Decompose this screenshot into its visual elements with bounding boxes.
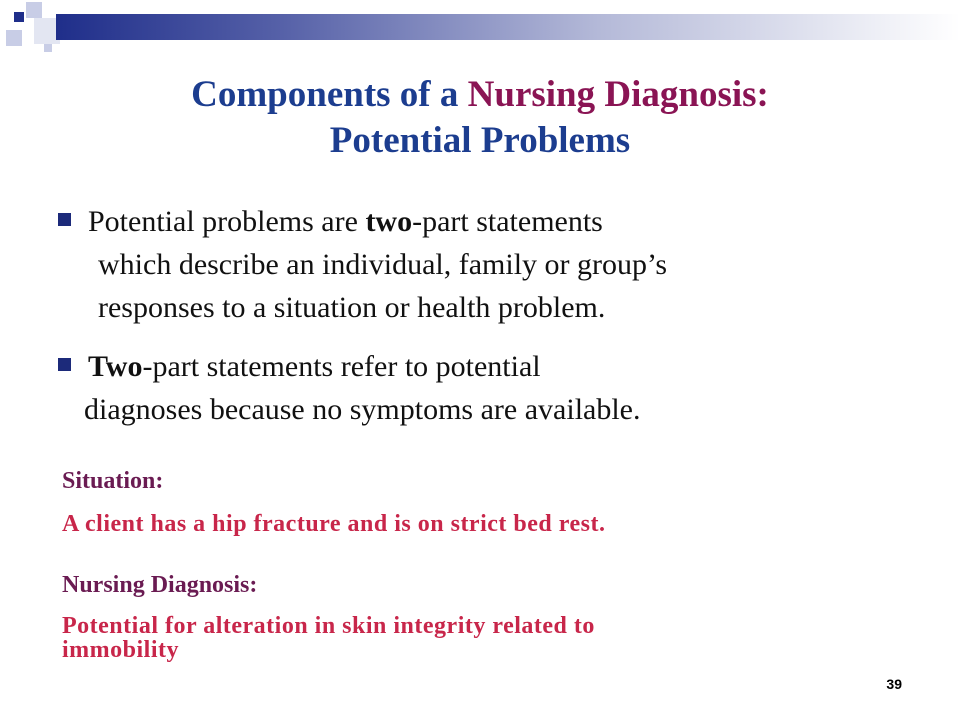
diagnosis-label: Nursing Diagnosis: [62, 572, 258, 598]
diagnosis-line2: immobility [62, 637, 179, 663]
diagnosis-text [62, 614, 595, 662]
page-number: 39 [886, 676, 902, 692]
title-line2: Potential Problems [329, 120, 631, 161]
bullet-bold-text: two [365, 205, 413, 238]
bullet-text: which describe an individual, family or group’s [98, 248, 668, 281]
square-bullet-icon [58, 358, 71, 371]
corner-square [6, 30, 22, 46]
slide-title [0, 72, 960, 164]
bullet-text: -part statements [412, 205, 603, 238]
bullet-text: Potential problems are [88, 205, 366, 238]
bullet-item [54, 345, 934, 431]
title-part1: Components of a [191, 74, 468, 115]
bullet-text: responses to a situation or health problem. [98, 291, 606, 324]
bullet-text: diagnoses because no symptoms are available. [84, 393, 641, 426]
square-bullet-icon [58, 213, 71, 226]
header-gradient-bar [56, 14, 960, 40]
corner-square [44, 44, 52, 52]
situation-label: Situation: [62, 468, 164, 494]
bullet-text: -part statements refer to potential [142, 350, 541, 383]
corner-square [14, 12, 24, 22]
title-accent: Nursing Diagnosis: [467, 74, 769, 115]
bullet-list [54, 200, 934, 431]
corner-square [26, 2, 42, 18]
diagnosis-line1: Potential for alteration in skin integrity related to [62, 613, 595, 639]
bullet-item [54, 200, 934, 329]
situation-text: A client has a hip fracture and is on strict bed rest. [62, 511, 606, 537]
bullet-bold-text: Two [88, 350, 143, 383]
